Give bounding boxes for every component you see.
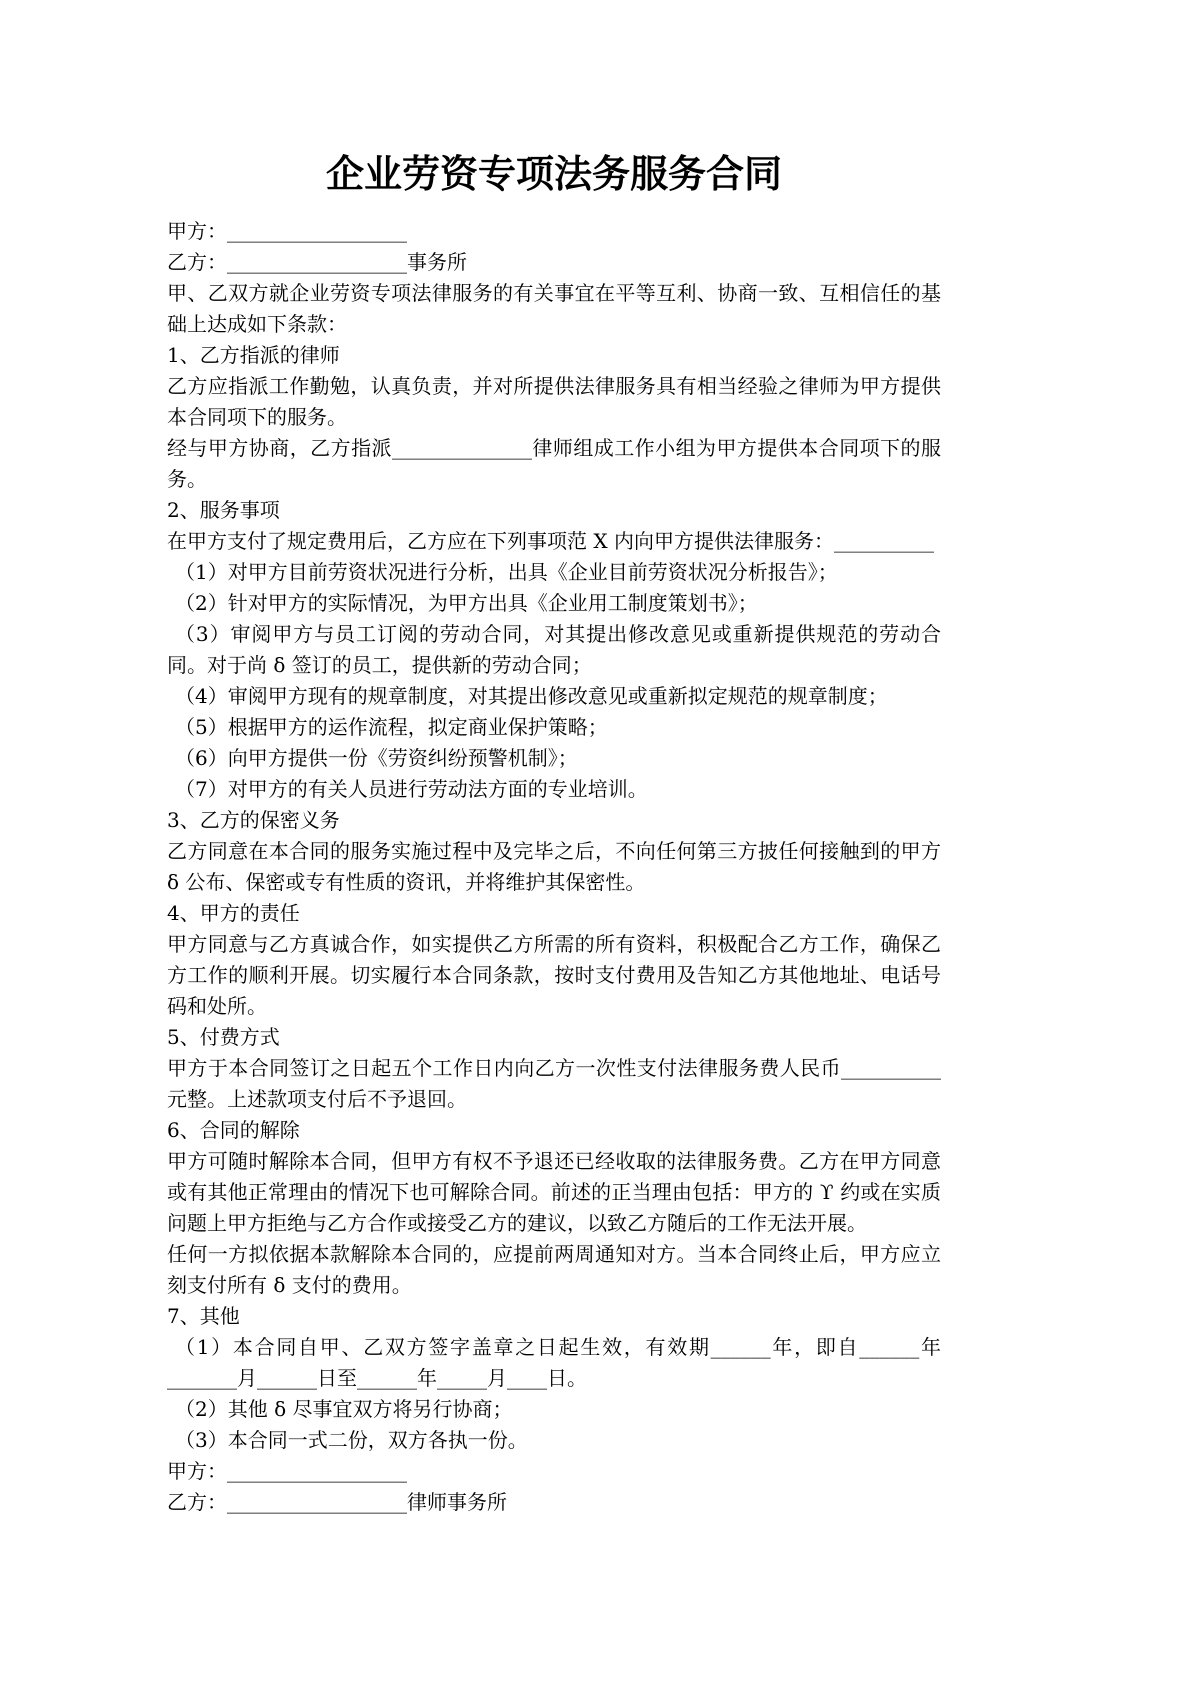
misc-item-2: （2）其他 δ 尽事宜双方将另行协商； <box>175 1397 513 1421</box>
section-7-heading: 7、其他 <box>167 1304 240 1328</box>
signature-party-a-line: 甲方：__________________ <box>167 1459 407 1483</box>
clause-5-1: 甲方于本合同签订之日起五个工作日内向乙方一次性支付法律服务费人民币__________元整。上述款项支付后不予退回。 <box>167 1056 941 1111</box>
section-2-heading: 2、服务事项 <box>167 498 280 522</box>
section-3-heading: 3、乙方的保密义务 <box>167 808 340 832</box>
clause-6-2: 任何一方拟依据本款解除本合同的，应提前两周通知对方。当本合同终止后，甲方应立刻支付所有 δ 支付的费用。 <box>167 1242 941 1297</box>
misc-item-1: （1）本合同自甲、乙双方签字盖章之日起生效，有效期______年，即自______年_______月______日至______年_____月____日。 <box>167 1335 941 1390</box>
clause-2-intro: 在甲方支付了规定费用后，乙方应在下列事项范 X 内向甲方提供法律服务：__________ <box>167 529 934 553</box>
service-item-6: （6）向甲方提供一份《劳资纠纷预警机制》； <box>175 746 578 770</box>
section-5-heading: 5、付费方式 <box>167 1025 280 1049</box>
service-item-2: （2）针对甲方的实际情况，为甲方出具《企业用工制度策划书》； <box>175 591 758 615</box>
misc-item-3: （3）本合同一式二份，双方各执一份。 <box>175 1428 528 1452</box>
service-item-1: （1）对甲方目前劳资状况进行分析，出具《企业目前劳资状况分析报告》； <box>175 560 838 584</box>
clause-4-1: 甲方同意与乙方真诚合作，如实提供乙方所需的所有资料，积极配合乙方工作，确保乙方工作的顺利开展。切实履行本合同条款，按时支付费用及告知乙方其他地址、电话号码和处所。 <box>167 932 941 1018</box>
clause-1-1: 乙方应指派工作勤勉，认真负责，并对所提供法律服务具有相当经验之律师为甲方提供本合同项下的服务。 <box>167 374 941 429</box>
section-6-heading: 6、合同的解除 <box>167 1118 300 1142</box>
service-item-5: （5）根据甲方的运作流程，拟定商业保护策略； <box>175 715 608 739</box>
signature-party-b-line: 乙方：__________________律师事务所 <box>167 1490 507 1514</box>
section-1-heading: 1、乙方指派的律师 <box>167 343 340 367</box>
clause-6-1: 甲方可随时解除本合同，但甲方有权不予退还已经收取的法律服务费。乙方在甲方同意或有其他正常理由的情况下也可解除合同。前述的正当理由包括：甲方的 ϒ 约或在实质问题上甲方拒绝与乙方合作或接受乙方的建议，以致乙方随后的工作无法开展。 <box>167 1149 941 1235</box>
preamble: 甲、乙双方就企业劳资专项法律服务的有关事宜在平等互利、协商一致、互相信任的基础上达成如下条款： <box>167 281 941 336</box>
contract-body <box>167 150 941 1518</box>
service-item-7: （7）对甲方的有关人员进行劳动法方面的专业培训。 <box>175 777 648 801</box>
clause-1-2: 经与甲方协商，乙方指派______________律师组成工作小组为甲方提供本合同项下的服务。 <box>167 436 941 491</box>
party-a-blank-line: 甲方：__________________ <box>167 219 407 243</box>
service-item-3: （3）审阅甲方与员工订阅的劳动合同，对其提出修改意见或重新提供规范的劳动合同。对于尚 δ 签订的员工，提供新的劳动合同； <box>167 622 941 677</box>
party-b-blank-line: 乙方：__________________事务所 <box>167 250 467 274</box>
section-4-heading: 4、甲方的责任 <box>167 901 300 925</box>
contract-title: 企业劳资专项法务服务合同 <box>325 151 782 196</box>
service-item-4: （4）审阅甲方现有的规章制度，对其提出修改意见或重新拟定规范的规章制度； <box>175 684 888 708</box>
clause-3-1: 乙方同意在本合同的服务实施过程中及完毕之后，不向任何第三方披任何接触到的甲方 δ 公布、保密或专有性质的资讯，并将维护其保密性。 <box>167 839 941 894</box>
